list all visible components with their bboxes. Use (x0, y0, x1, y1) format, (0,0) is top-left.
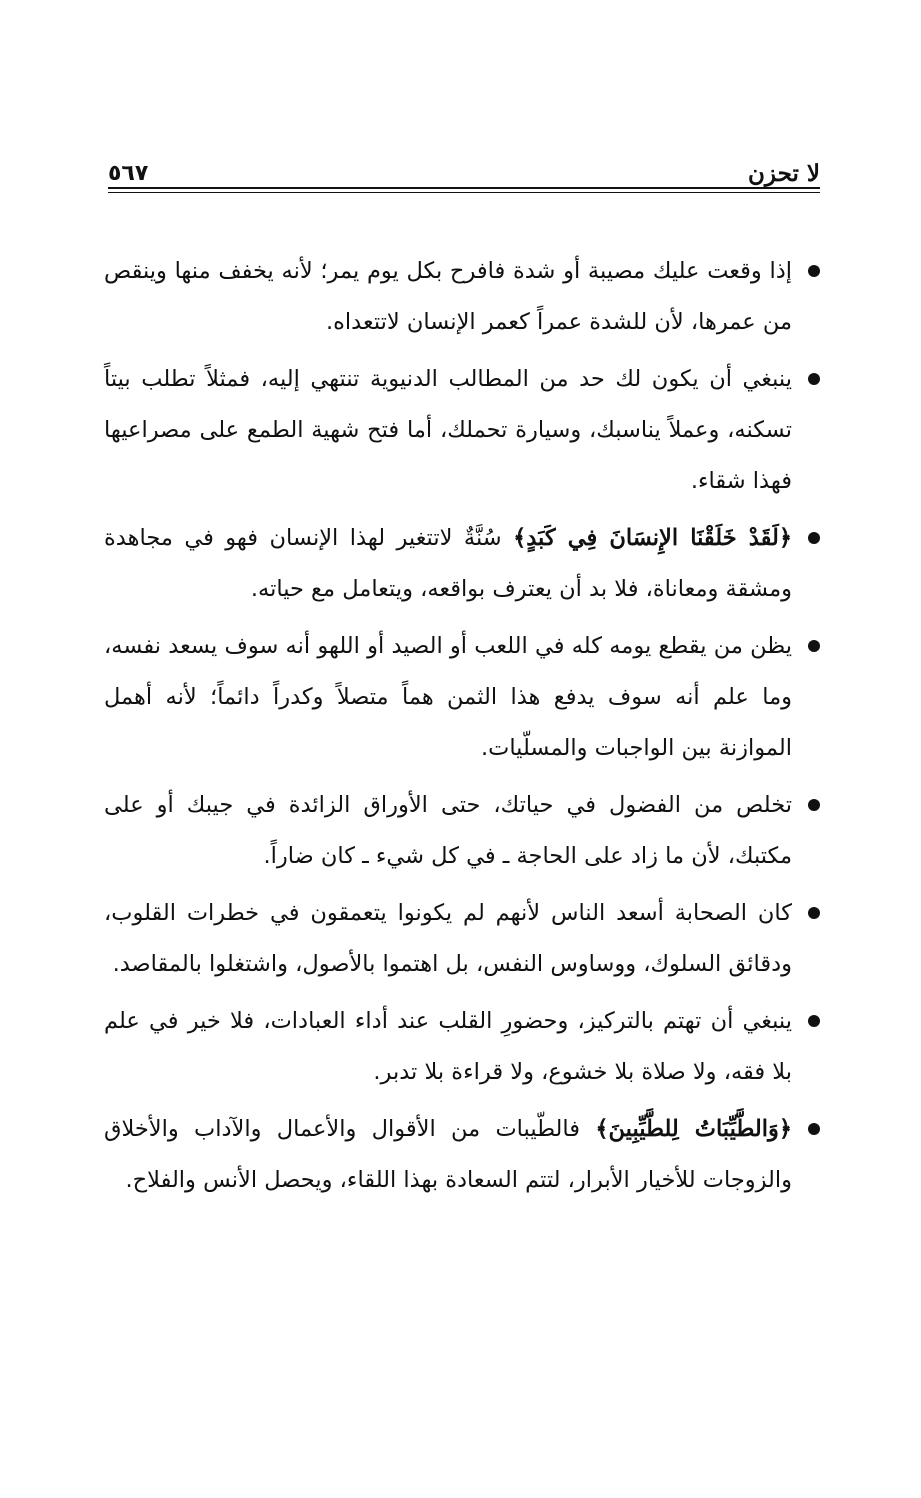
header-rule-thin (108, 192, 820, 193)
item-text: يظن من يقطع يومه كله في اللعب أو الصيد أو اللهو أنه سوف يسعد نفسه، وما علم أنه سوف يدفع هذا الثمن هماً متصلاً وكدراً دائماً؛ لأنه أهمل الموازنة بين الواجبات والمسلّيات. (104, 633, 792, 761)
bullet-icon (808, 532, 820, 544)
item-text: فالطّيبات من الأقوال والأعمال والآداب والأخلاق والزوجات للأخيار الأبرار، لتتم السعادة بهذا اللقاء، ويحصل الأنس والفلاح. (104, 1116, 792, 1193)
list-item (104, 246, 822, 348)
list-item (104, 780, 822, 882)
item-text: إذا وقعت عليك مصيبة أو شدة فافرح بكل يوم يمر؛ لأنه يخفف منها وينقص من عمرها، لأن للشدة عمراً كعمر الإنسان لاتتعداه. (104, 258, 792, 335)
bullet-icon (808, 1015, 820, 1027)
bullet-icon (808, 1123, 820, 1135)
bullet-icon (808, 373, 820, 385)
bullet-icon (808, 799, 820, 811)
quran-verse: ﴿لَقَدْ خَلَقْنَا الإِنسَانَ فِي كَبَدٍ﴾ (513, 525, 793, 551)
bullet-icon (808, 907, 820, 919)
list-item (104, 1104, 822, 1206)
header-rule (108, 187, 820, 189)
item-text: تخلص من الفضول في حياتك، حتى الأوراق الزائدة في جيبك أو على مكتبك، لأن ما زاد على الحاجة ـ في كل شيء ـ كان ضاراً. (104, 792, 792, 869)
page-header (108, 145, 820, 185)
list-item (104, 996, 822, 1098)
item-text: ينبغي أن يكون لك حد من المطالب الدنيوية تنتهي إليه، فمثلاً تطلب بيتاً تسكنه، وعملاً يناسبك، وسيارة تحملك، أما فتح شهية الطمع على مصراعيها فهذا شقاء. (104, 366, 792, 494)
advice-list (104, 246, 822, 1206)
item-text: كان الصحابة أسعد الناس لأنهم لم يكونوا يتعمقون في خطرات القلوب، ودقائق السلوك، ووساوس النفس، بل اهتموا بالأصول، واشتغلوا بالمقاصد. (104, 900, 792, 977)
list-item (104, 621, 822, 774)
bullet-icon (808, 265, 820, 277)
bullet-icon (808, 640, 820, 652)
list-item (104, 513, 822, 615)
book-title: لا تحزن (748, 160, 820, 187)
list-item (104, 354, 822, 507)
page-body (104, 246, 822, 1212)
page-number: ٥٦٧ (108, 161, 149, 186)
item-text: ينبغي أن تهتم بالتركيز، وحضورِ القلب عند أداء العبادات، فلا خير في علم بلا فقه، ولا صلاة بلا خشوع، ولا قراءة بلا تدبر. (104, 1008, 792, 1085)
quran-verse: ﴿وَالطَّيِّبَاتُ لِلطَّيِّبِينَ﴾ (595, 1116, 792, 1142)
item-text: سُنَّةٌ لاتتغير لهذا الإنسان فهو في مجاهدة ومشقة ومعاناة، فلا بد أن يعترف بواقعه، ويتعامل مع حياته. (104, 525, 792, 602)
list-item (104, 888, 822, 990)
